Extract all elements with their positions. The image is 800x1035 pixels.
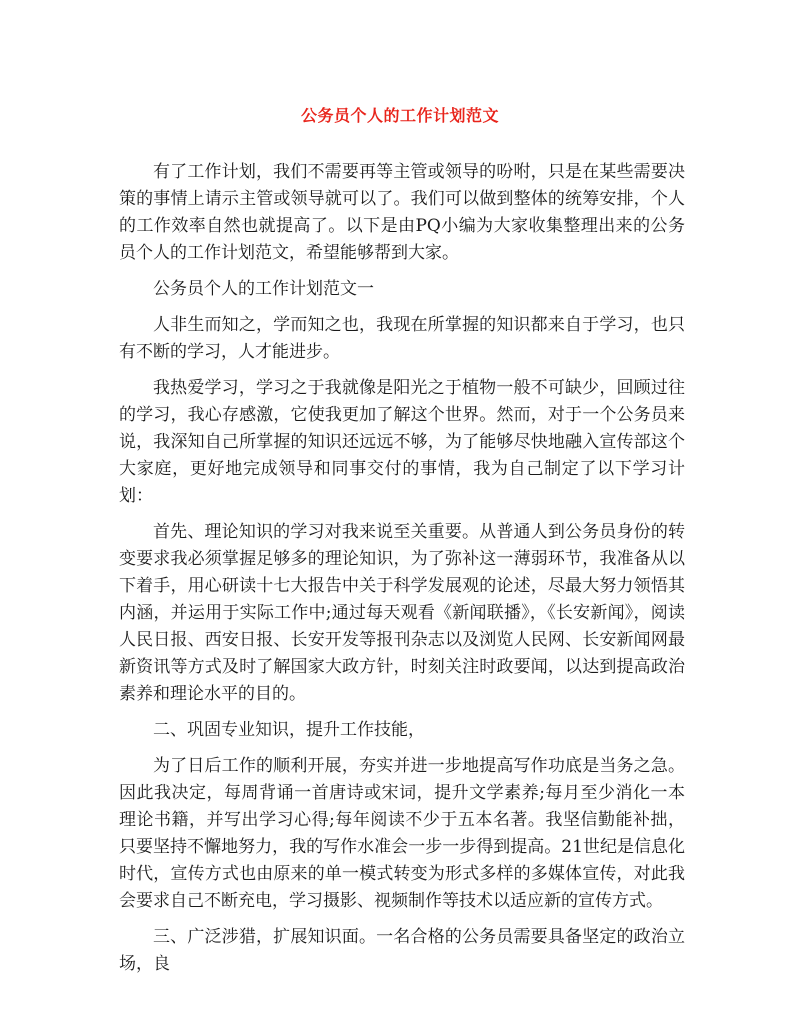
- section-heading-2: 二、巩固专业知识，提升工作技能，: [153, 720, 425, 740]
- paragraph-theory: 首先、理论知识的学习对我来说至关重要。从普通人到公务员身份的转变要求我必须掌握足够多的理论知识，为了弥补这一薄弱环节，我准备从以下着手，用心研读十七大报告中关于科学发展观的论述，尽最大努力领悟其内涵，并运用于实际工作中;通过每天观看《新闻联播》，《长安新闻》，阅读人民日报、西安日报、长安开发等报刊杂志以及浏览人民网、长安新闻网最新资讯等方式及时了解国家大政方针，时刻关注时政要闻，以达到提高政治素养和理论水平的目的。: [119, 522, 685, 704]
- paragraph-broad-reading: 三、广泛涉猎，扩展知识面。一名合格的公务员需要具备坚定的政治立场，良: [119, 927, 685, 974]
- paragraph-love-learning: 我热爱学习，学习之于我就像是阳光之于植物一般不可缺少，回顾过往的学习，我心存感激，它使我更加了解这个世界。然而，对于一个公务员来说，我深知自己所掌握的知识还远远不够，为了能够尽快地融入宣传部这个大家庭，更好地完成领导和同事交付的事情，我为自己制定了以下学习计划：: [119, 378, 685, 506]
- section-heading-1: 公务员个人的工作计划范文一: [153, 279, 374, 299]
- paragraph-writing: 为了日后工作的顺利开展，夯实并进一步地提高写作功底是当务之急。因此我决定，每周背诵一首唐诗或宋词，提升文学素养;每月至少消化一本理论书籍，并写出学习心得;每年阅读不少于五本名著。我坚信勤能补拙，只要坚持不懈地努力，我的写作水准会一步一步得到提高。21世纪是信息化时代，宣传方式也由原来的单一模式转变为形式多样的多媒体宣传，对此我会要求自己不断充电，学习摄影、视频制作等技术以适应新的宣传方式。: [119, 756, 685, 911]
- paragraph-learning-intro: 人非生而知之，学而知之也，我现在所掌握的知识都来自于学习，也只有不断的学习，人才能进步。: [119, 315, 685, 362]
- document-body: [119, 159, 685, 987]
- paragraph-intro: 有了工作计划，我们不需要再等主管或领导的吩咐，只是在某些需要决策的事情上请示主管或领导就可以了。我们可以做到整体的统筹安排，个人的工作效率自然也就提高了。以下是由PQ小编为大家收集整理出来的公务员个人的工作计划范文，希望能够帮到大家。: [119, 162, 685, 263]
- document-title: 公务员个人的工作计划范文: [300, 106, 499, 125]
